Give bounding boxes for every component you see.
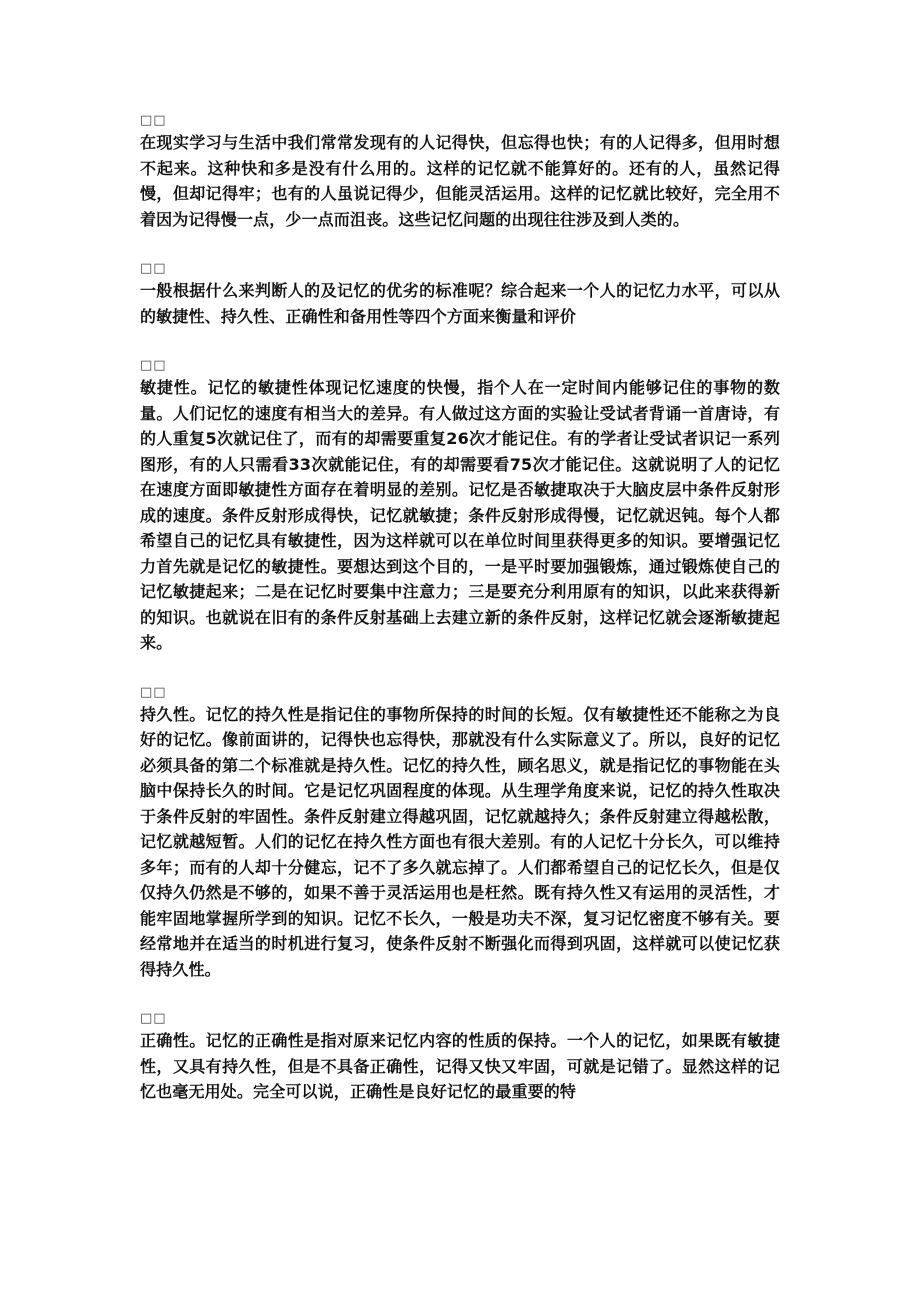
- section-marker: □□: [140, 113, 167, 128]
- section-marker: □□: [140, 1011, 167, 1026]
- durability-paragraph: 持久性。记忆的持久性是指记住的事物所保持的时间的长短。仅有敏捷性还不能称之为良好的记忆。像前面讲的，记得快也忘得快，那就没有什么实际意义了。所以，良好的记忆必须具备的第二个标准就是持久性。记忆的持久性，顾名思义，就是指记忆的事物能在头脑中保持长久的时间。它是记忆巩固程度的体现。从生理学角度来说，记忆的持久性取决于条件反射的牢固性。条件反射建立得越巩固，记忆就越持久；条件反射建立得越松散，记忆就越短暂。人们的记忆在持久性方面也有很大差别。有的人记忆十分长久，可以维持多年；而有的人却十分健忘，记不了多久就忘掉了。人们都希望自己的记忆长久，但是仅仅持久仍然是不够的，如果不善于灵活运用也是枉然。既有持久性又有运用的灵活性，才能牢固地掌握所学到的知识。记忆不长久，一般是功夫不深，复习记忆密度不够有关。要经常地并在适当的时机进行复习，使条件反射不断强化而得到巩固，这样就可以使记忆获得持久性。: [140, 704, 780, 979]
- agility-section: [140, 357, 780, 656]
- section-marker: □□: [140, 684, 167, 700]
- intro-paragraph: 在现实学习与生活中我们常常发现有的人记得快，但忘得也快；有的人记得多，但用时想不起来。这种快和多是没有什么用的。这样的记忆就不能算好的。还有的人，虽然记得慢，但却记得牢；也有的人虽说记得少，但能灵活运用。这样的记忆就比较好，完全用不着因为记得慢一点，少一点而沮丧。这些记忆问题的出现往往涉及到人类的。: [140, 133, 780, 229]
- agility-paragraph: 敏捷性。记忆的敏捷性体现记忆速度的快慢，指个人在一定时间内能够记住的事物的数量。人们记忆的速度有相当大的差异。有人做过这方面的实验让受试者背诵一首唐诗，有的人重复5次就记住了，而有的却需要重复26次才能记住。有的学者让受试者识记一系列图形，有的人只需看33次就能记住，有的却需要看75次才能记住。这就说明了人的记忆在速度方面即敏捷性方面存在着明显的差别。记忆是否敏捷取决于大脑皮层中条件反射形成的速度。条件反射形成得快，记忆就敏捷；条件反射形成得慢，记忆就迟钝。每个人都希望自己的记忆具有敏捷性，因为这样就可以在单位时间里获得更多的知识。要增强记忆力首先就是记忆的敏捷性。要想达到这个目的，一是平时要加强锻炼，通过锻炼使自己的记忆敏捷起来；二是在记忆时要集中注意力；三是要充分利用原有的知识，以此来获得新的知识。也就说在旧有的条件反射基础上去建立新的条件反射，这样记忆就会逐渐敏捷起来。: [140, 378, 780, 652]
- intro-section: [140, 112, 780, 232]
- section-marker: □□: [140, 261, 167, 276]
- section-marker: □□: [140, 358, 167, 373]
- document-page: [140, 112, 780, 1133]
- accuracy-paragraph: 正确性。记忆的正确性是指对原来记忆内容的性质的保持。一个人的记忆，如果既有敏捷性，又具有持久性，但是不具备正确性，记得又快又牢固，可就是记错了。显然这样的记忆也毫无用处。完全可以说，正确性是良好记忆的最重要的特: [140, 1031, 780, 1101]
- accuracy-section: [140, 1010, 780, 1105]
- durability-section: [140, 684, 780, 983]
- criteria-paragraph: 一般根据什么来判断人的及记忆的优劣的标准呢？综合起来一个人的记忆力水平，可以从的敏捷性、持久性、正确性和备用性等四个方面来衡量和评价: [140, 281, 780, 326]
- criteria-section: [140, 260, 780, 329]
